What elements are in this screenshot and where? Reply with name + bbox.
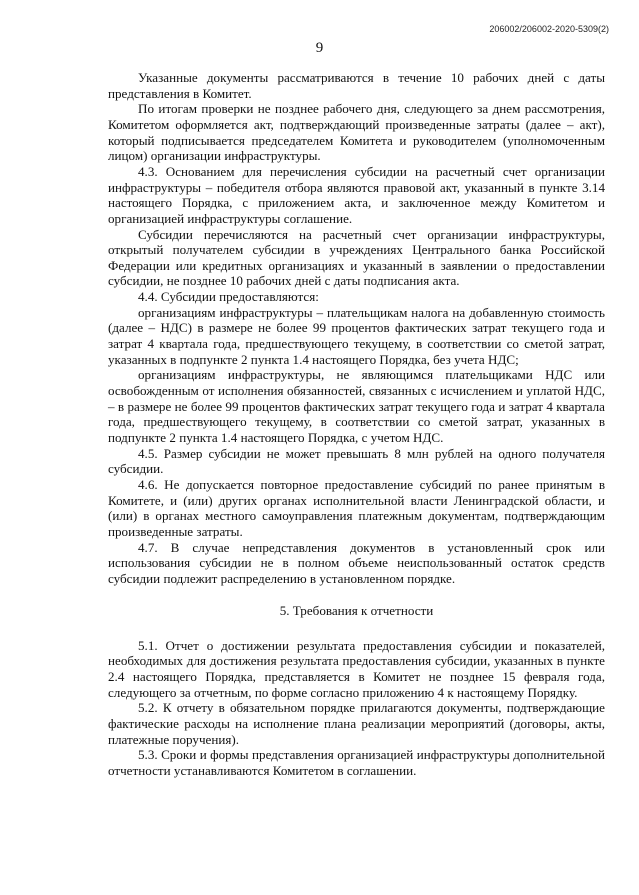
document-id: 206002/206002-2020-5309(2) [489,24,609,34]
paragraph: 5.3. Сроки и формы представления организацией инфраструктуры дополнительной отчетности устанавливаются Комитетом в соглашении. [108,747,605,778]
paragraph: Указанные документы рассматриваются в течение 10 рабочих дней с даты представления в Комитет. [108,70,605,101]
paragraph: 4.4. Субсидии предоставляются: [138,289,319,305]
paragraph: 4.7. В случае непредставления документов в установленный срок или использования субсидии не в полном объеме неиспользованный остаток средств субсидии подлежит распределению в установленном порядке. [108,539,605,586]
paragraph: 5.1. Отчет о достижении результата предоставления субсидии и показателей, необходимых для достижения результата предоставления субсидии, указанных в пункте 2.4 настоящего Порядка, представляется в Комитет не позднее 15 февраля года, следующего за отчетным, по форме согласно приложению 4 к настоящему Порядку. [108,637,605,700]
paragraph: 4.3. Основанием для перечисления субсидии на расчетный счет организации инфраструктуры – победителя отбора являются правовой акт, указанный в пункте 3.14 настоящего Порядка, с приложением акта, и заключенное между Комитетом и организацией инфраструктуры соглашение. [108,163,605,226]
paragraph: Субсидии перечисляются на расчетный счет организации инфраструктуры, открытый получателем субсидии в учреждениях Центрального банка Российской Федерации или кредитных организациях и указанный в заявлении о предоставлении субсидии, не позднее 10 рабочих дней с даты подписания акта. [108,226,605,289]
document-body [108,70,605,779]
section-title: 5. Требования к отчетности [279,603,434,619]
paragraph: организациям инфраструктуры – плательщикам налога на добавленную стоимость (далее – НДС) в размере не более 99 процентов фактических затрат текущего года и затрат 4 квартала года, предшествующего текущему, в соответствии со сметой затрат, указанных в подпункте 2 пункта 1.4 настоящего Порядка, без учета НДС; [108,304,605,367]
paragraph: 4.5. Размер субсидии не может превышать 8 млн рублей на одного получателя субсидии. [108,445,605,477]
paragraph: 5.2. К отчету в обязательном порядке прилагаются документы, подтверждающие фактические расходы на исполнение плана реализации мероприятий (договоры, акты, платежные поручения). [108,700,605,747]
paragraph: По итогам проверки не позднее рабочего дня, следующего за днем рассмотрения, Комитетом оформляется акт, подтверждающий произведенные затраты (далее – акт), который подписывается председателем Комитета и руководителем (уполномоченным лицом) организации инфраструктуры. [108,101,605,164]
paragraph: организациям инфраструктуры, не являющимся плательщиками НДС или освобожденным от исполнения обязанностей, связанных с исчислением и уплатой НДС, – в размере не более 99 процентов фактических затрат текущего года и затрат 4 квартала года, предшествующего текущему, в соответствии со сметой затрат, указанных в подпункте 2 пункта 1.4 настоящего Порядка, с учетом НДС. [108,367,605,445]
paragraph: 4.6. Не допускается повторное предоставление субсидий по ранее принятым в Комитете, и (или) других органах исполнительной власти Ленинградской области, и (или) в органах местного самоуправления платежным документам, подтверждающим произведенные затраты. [108,476,605,539]
page-number: 9 [315,40,324,56]
